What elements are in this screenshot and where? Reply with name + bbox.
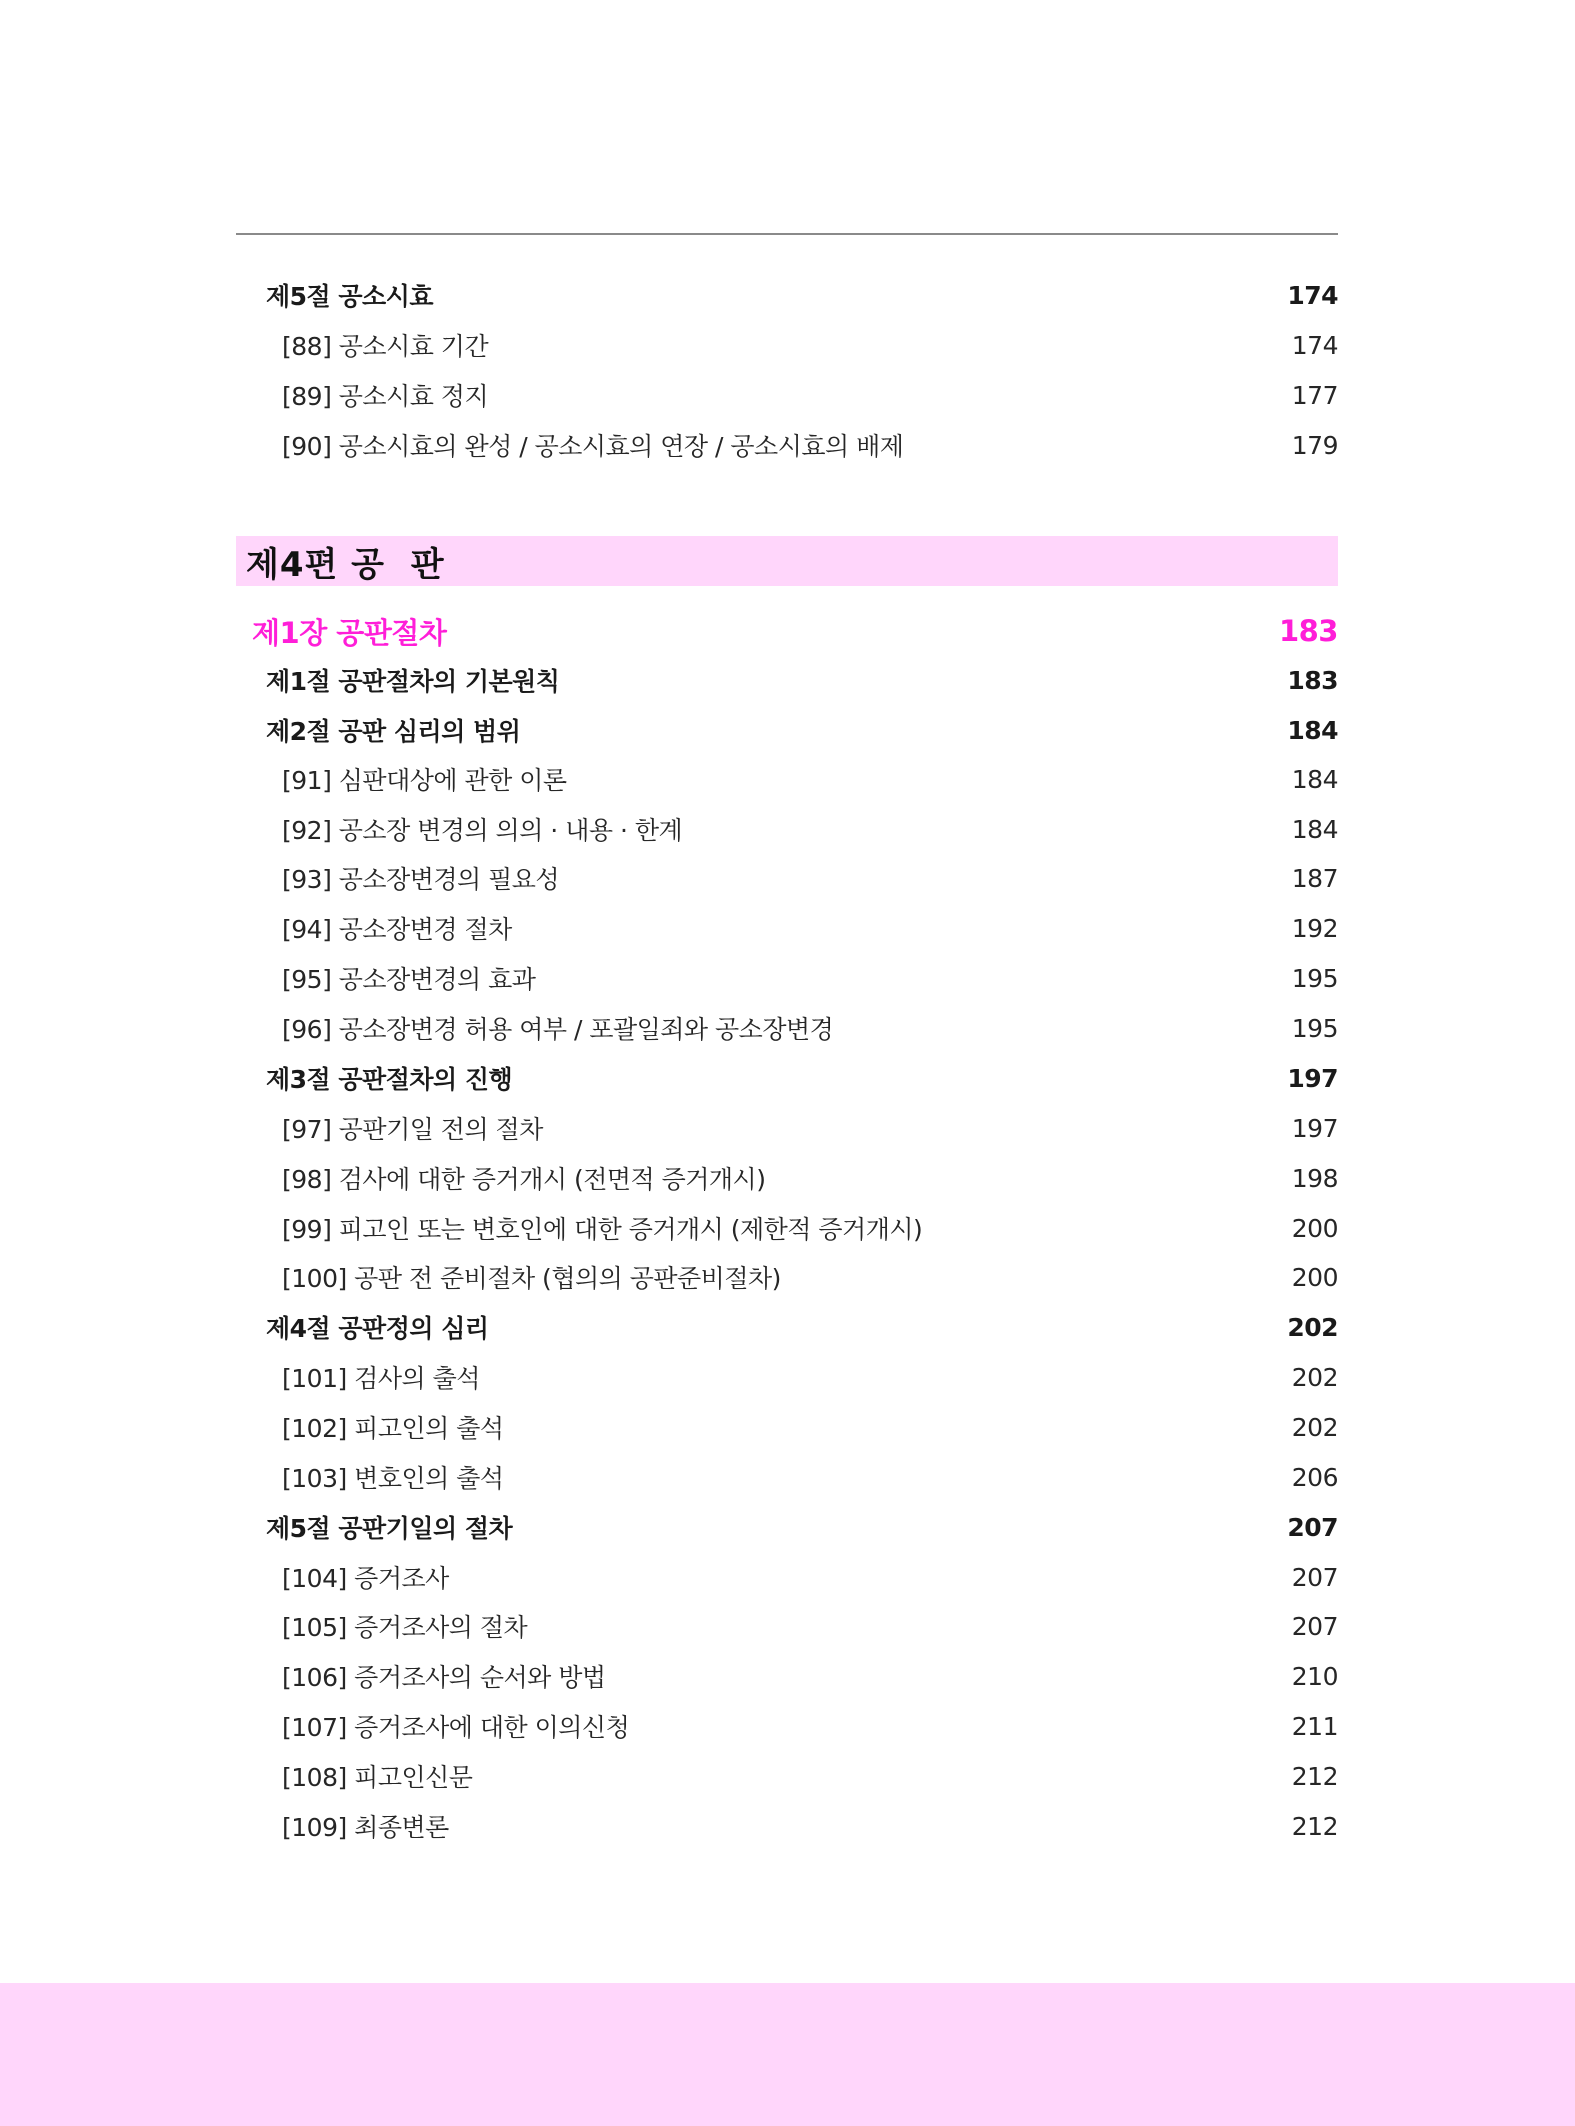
toc-item-title: [88] 공소시효 기간 [282, 332, 489, 361]
toc-item-title: [104] 증거조사 [282, 1564, 449, 1593]
toc-page-number: 184 [1291, 814, 1338, 844]
toc-section-row[interactable] [236, 1302, 1338, 1352]
toc-page-number: 202 [1291, 1412, 1338, 1442]
toc-item-title: [94] 공소장변경 절차 [282, 915, 512, 944]
toc-item-row[interactable] [236, 420, 1338, 470]
toc-item-title: [100] 공판 전 준비절차 (협의의 공판준비절차) [282, 1264, 781, 1293]
toc-page-number: 174 [1291, 330, 1338, 360]
toc-page-number: 184 [1287, 715, 1338, 745]
toc-item-title: [109] 최종변론 [282, 1813, 449, 1842]
toc-item-title: [106] 증거조사의 순서와 방법 [282, 1663, 606, 1692]
toc-page-number: 200 [1291, 1213, 1338, 1243]
toc-section-title: 제5절 공판기일의 절차 [266, 1514, 513, 1543]
toc-page-number: 198 [1291, 1163, 1338, 1193]
toc-item-row[interactable] [236, 1103, 1338, 1153]
toc-page-number: 207 [1287, 1512, 1338, 1542]
toc-page-number: 202 [1287, 1312, 1338, 1342]
toc-item-row[interactable] [236, 754, 1338, 804]
toc-chapter-row[interactable] [236, 606, 1338, 656]
toc-item-row[interactable] [236, 1352, 1338, 1402]
toc-item-row[interactable] [236, 1252, 1338, 1302]
toc-section-row[interactable] [236, 705, 1338, 755]
toc-item-title: [89] 공소시효 정지 [282, 382, 489, 411]
toc-item-row[interactable] [236, 1751, 1338, 1801]
toc-item-row[interactable] [236, 853, 1338, 903]
toc-page-number: 179 [1291, 430, 1338, 460]
part-title: 제4편 공 판 [246, 544, 445, 585]
toc-item-title: [92] 공소장 변경의 의의 · 내용 · 한계 [282, 816, 683, 845]
part-heading [236, 536, 1338, 586]
toc-chapter-title: 제1장 공판절차 [252, 615, 447, 650]
toc-section-row[interactable] [236, 655, 1338, 705]
toc-page-number: 195 [1291, 963, 1338, 993]
toc-page-number: 207 [1291, 1562, 1338, 1592]
toc-item-row[interactable] [236, 370, 1338, 420]
toc-page-number: 183 [1287, 665, 1338, 695]
toc-item-title: [95] 공소장변경의 효과 [282, 965, 536, 994]
toc-item-title: [102] 피고인의 출석 [282, 1414, 504, 1443]
toc-page-number: 211 [1291, 1711, 1338, 1741]
toc-section-title: 제1절 공판절차의 기본원칙 [266, 667, 560, 696]
toc-item-title: [90] 공소시효의 완성 / 공소시효의 연장 / 공소시효의 배제 [282, 432, 904, 461]
toc-item-row[interactable] [236, 1651, 1338, 1701]
toc-item-row[interactable] [236, 1003, 1338, 1053]
toc-page-number: 177 [1291, 380, 1338, 410]
toc-section-row[interactable] [236, 270, 1338, 320]
toc-section-title: 제5절 공소시효 [266, 282, 433, 311]
toc-page-number: 192 [1291, 913, 1338, 943]
toc-section-title: 제4절 공판정의 심리 [266, 1314, 489, 1343]
toc-page-number: 197 [1287, 1063, 1338, 1093]
toc-page-number: 183 [1278, 614, 1338, 648]
toc-item-title: [105] 증거조사의 절차 [282, 1613, 528, 1642]
toc-item-title: [91] 심판대상에 관한 이론 [282, 766, 567, 795]
toc-item-row[interactable] [236, 903, 1338, 953]
toc-item-title: [99] 피고인 또는 변호인에 대한 증거개시 (제한적 증거개시) [282, 1215, 923, 1244]
toc-page-number: 195 [1291, 1013, 1338, 1043]
toc-item-row[interactable] [236, 1203, 1338, 1253]
toc-item-row[interactable] [236, 320, 1338, 370]
toc-section-title: 제2절 공판 심리의 범위 [266, 717, 521, 746]
toc-item-title: [98] 검사에 대한 증거개시 (전면적 증거개시) [282, 1165, 766, 1194]
toc-item-title: [103] 변호인의 출석 [282, 1464, 504, 1493]
toc-page-number: 206 [1291, 1462, 1338, 1492]
toc-item-title: [108] 피고인신문 [282, 1763, 473, 1792]
toc-page-number: 207 [1291, 1611, 1338, 1641]
toc-item-title: [93] 공소장변경의 필요성 [282, 865, 560, 894]
toc-item-row[interactable] [236, 953, 1338, 1003]
toc-item-row[interactable] [236, 1701, 1338, 1751]
toc-page-number: 202 [1291, 1362, 1338, 1392]
toc-page-number: 200 [1291, 1262, 1338, 1292]
toc-item-row[interactable] [236, 1402, 1338, 1452]
toc-section-row[interactable] [236, 1502, 1338, 1552]
toc-page-number: 174 [1287, 280, 1338, 310]
toc-page-number: 184 [1291, 764, 1338, 794]
toc-section-row[interactable] [236, 1053, 1338, 1103]
toc-page-number: 212 [1291, 1811, 1338, 1841]
toc-item-title: [97] 공판기일 전의 절차 [282, 1115, 543, 1144]
toc-item-title: [101] 검사의 출석 [282, 1364, 480, 1393]
header-rule [236, 233, 1338, 235]
toc-item-row[interactable] [236, 804, 1338, 854]
toc-page-number: 210 [1291, 1661, 1338, 1691]
toc-item-title: [107] 증거조사에 대한 이의신청 [282, 1713, 630, 1742]
toc-page-number: 187 [1291, 863, 1338, 893]
toc-item-row[interactable] [236, 1452, 1338, 1502]
footer-band [0, 1983, 1575, 2126]
toc-item-row[interactable] [236, 1552, 1338, 1602]
toc-page-number: 197 [1291, 1113, 1338, 1143]
toc-section-title: 제3절 공판절차의 진행 [266, 1065, 513, 1094]
toc-item-row[interactable] [236, 1153, 1338, 1203]
toc-item-title: [96] 공소장변경 허용 여부 / 포괄일죄와 공소장변경 [282, 1015, 834, 1044]
toc-item-row[interactable] [236, 1801, 1338, 1851]
toc-page-number: 212 [1291, 1761, 1338, 1791]
toc-item-row[interactable] [236, 1601, 1338, 1651]
